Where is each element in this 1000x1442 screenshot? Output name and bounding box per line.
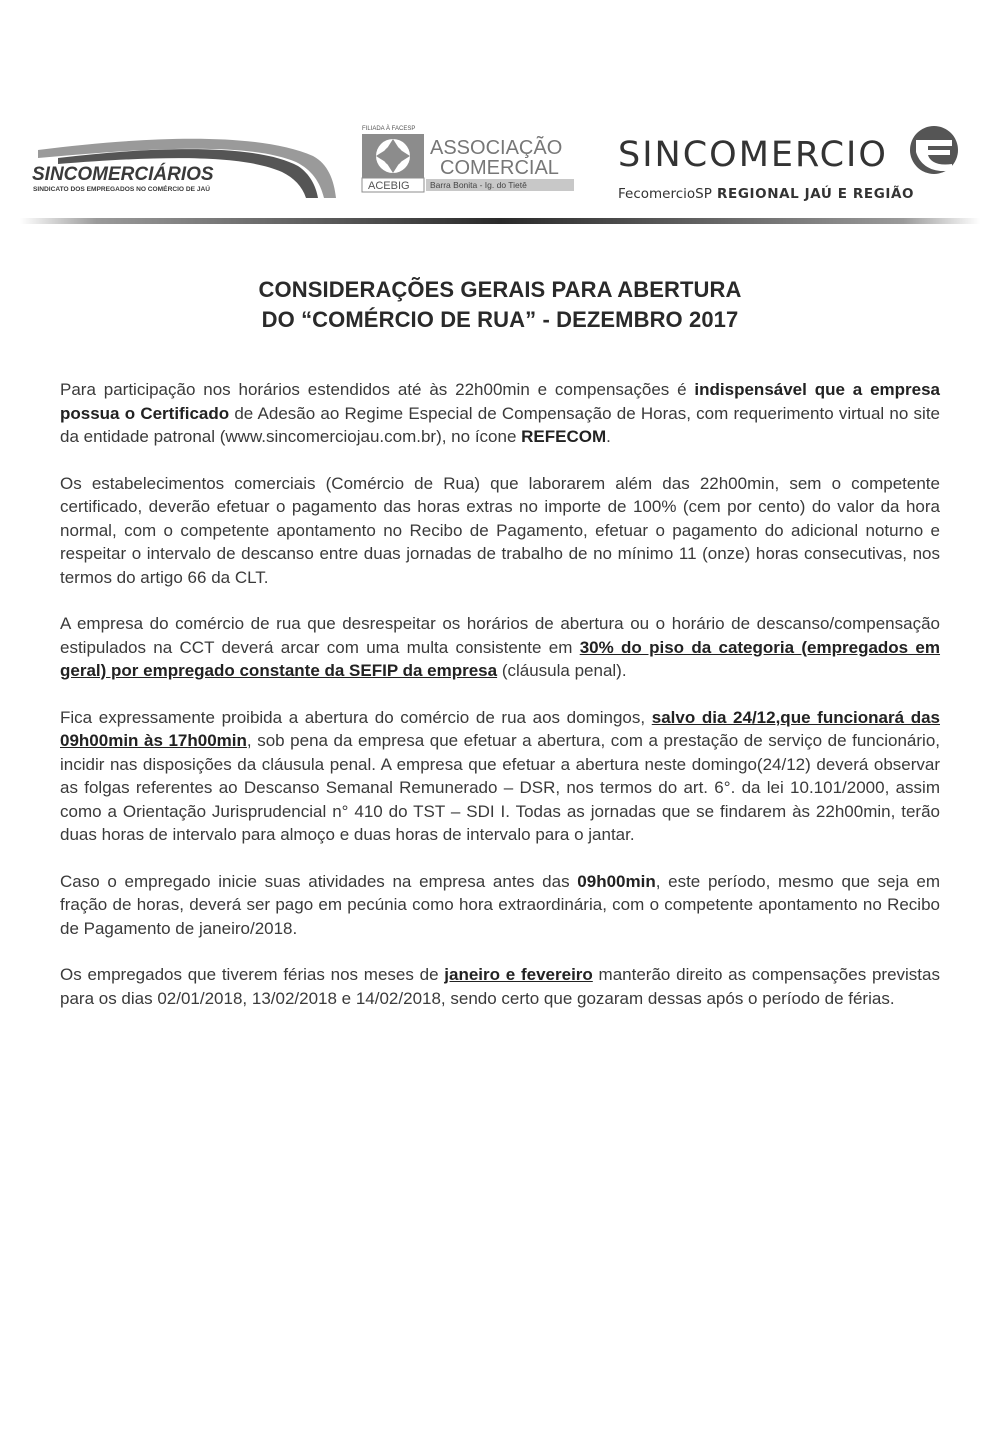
paragraph-certificado: [60, 378, 940, 449]
paragraph-domingos: [60, 706, 940, 847]
title-line-1: CONSIDERAÇÕES GERAIS PARA ABERTURA: [258, 277, 742, 302]
header-divider: [20, 216, 980, 226]
sincomerciarios-name: SINCOMERCIÁRIOS: [32, 164, 214, 185]
text-span: A empresa do comércio de rua que desrespeitar os horários de abertura ou o horário de descanso/compensação estipulados na CCT deverá arcar com uma multa consistente em: [60, 614, 940, 657]
letterhead: [0, 0, 1000, 235]
aperture-logo-graphic: [360, 122, 578, 194]
sincomercio-name: SINCOMERCIO: [618, 135, 888, 175]
title-line-2: DO “COMÉRCIO DE RUA” - DEZEMBRO 2017: [261, 307, 739, 332]
fecomercio-prefix: FecomercioSP: [618, 186, 712, 202]
text-span: , este período, mesmo que seja em fração de horas, deverá ser pago em pecúnia como hora extraordinária, com o competente apontamento no Recibo de Pagamento de janeiro/2018.: [60, 871, 940, 938]
text-span: Fica expressamente proibida a abertura do comércio de rua aos domingos,: [60, 707, 652, 727]
bold-text: REFECOM: [521, 427, 607, 446]
text-span: manterão direito as compensações previstas para os dias 02/01/2018, 13/02/2018 e 14/02/2018, sendo certo que gozaram dessas após o período de férias.: [60, 965, 940, 1008]
document-body: [60, 378, 940, 1033]
filiada-facesp-text: FILIADA À FACESP: [362, 126, 416, 132]
text-span: , sob pena da empresa que efetuar a abertura, com a prestação de serviço de funcionário, incidir nas disposições da cláusula penal. A empresa que efetuar a abertura neste domingo(24/12) deverá observar as folgas referentes ao Descanso Semanal Remunerado – DSR, nos termos do art. 6°. da lei 10.101/2000, assim como a Orientação Jurisprudencial n° 410 do TST – SDI I. Todas as jornadas que se findarem às 22h00min, terão duas horas de intervalo para almoço e duas horas de intervalo para o jantar.: [60, 731, 940, 844]
associacao-text: ASSOCIAÇÃO: [430, 137, 563, 159]
bold-underlined-text: janeiro e fevereiro: [444, 965, 593, 984]
bold-text: indispensável que a empresa possua o Certificado: [60, 380, 940, 423]
page-title: [0, 275, 1000, 335]
paragraph-antes-horario: [60, 870, 940, 941]
sincomerciarios-logo: [28, 128, 340, 204]
sincomercio-logo-graphic: [616, 124, 968, 206]
bold-underlined-text: salvo dia 24/12,que funcionará das 09h00min às 17h00min: [60, 707, 940, 750]
text-span: Para participação nos horários estendidos até às 22h00min e compensações é: [60, 380, 695, 399]
bold-text: 09h00min: [577, 871, 656, 891]
head-profile-icon: [910, 126, 958, 174]
text-span: de Adesão ao Regime Especial de Compensação de Horas, com requerimento virtual no site da entidade patronal (www.sincomerciojau.com.br), no ícone: [60, 403, 940, 446]
text-span: (cláusula penal).: [497, 661, 627, 680]
barra-bonita-text: Barra Bonita - Ig. do Tietê: [430, 180, 527, 190]
sincomercio-logo: [616, 124, 968, 206]
comercial-text: COMERCIAL: [440, 157, 559, 179]
text-span: Os empregados que tiverem férias nos meses de: [60, 965, 445, 984]
regional-jau-text: REGIONAL JAÚ E REGIÃO: [717, 186, 915, 202]
text-span: .: [606, 427, 611, 446]
acebig-text: ACEBIG: [368, 180, 410, 192]
associacao-comercial-logo: [360, 122, 578, 194]
text-span: Caso o empregado inicie suas atividades na empresa antes das: [60, 871, 578, 891]
paragraph-ferias: [60, 963, 940, 1010]
paragraph-multa: [60, 612, 940, 683]
sincomerciarios-subtitle: SINDICATO DOS EMPREGADOS NO COMÉRCIO DE JAÚ: [33, 186, 211, 193]
paragraph-sem-certificado: Os estabelecimentos comerciais (Comércio de Rua) que laborarem além das 22h00min, sem o competente certificado, deverão efetuar o pagamento das horas extras no importe de 100% (cem por cento) do valor da hora normal, com o competente apontamento no Recibo de Pagamento, efetuar o pagamento do adicional noturno e respeitar o intervalo de descanso entre duas jornadas de trabalho de no mínimo 11 (onze) horas consecutivas, nos termos do artigo 66 da CLT.: [60, 473, 940, 587]
swoosh-logo-graphic: [28, 128, 340, 204]
bold-underlined-text: 30% do piso da categoria (empregados em geral) por empregado constante da SEFIP da empresa: [60, 637, 941, 680]
